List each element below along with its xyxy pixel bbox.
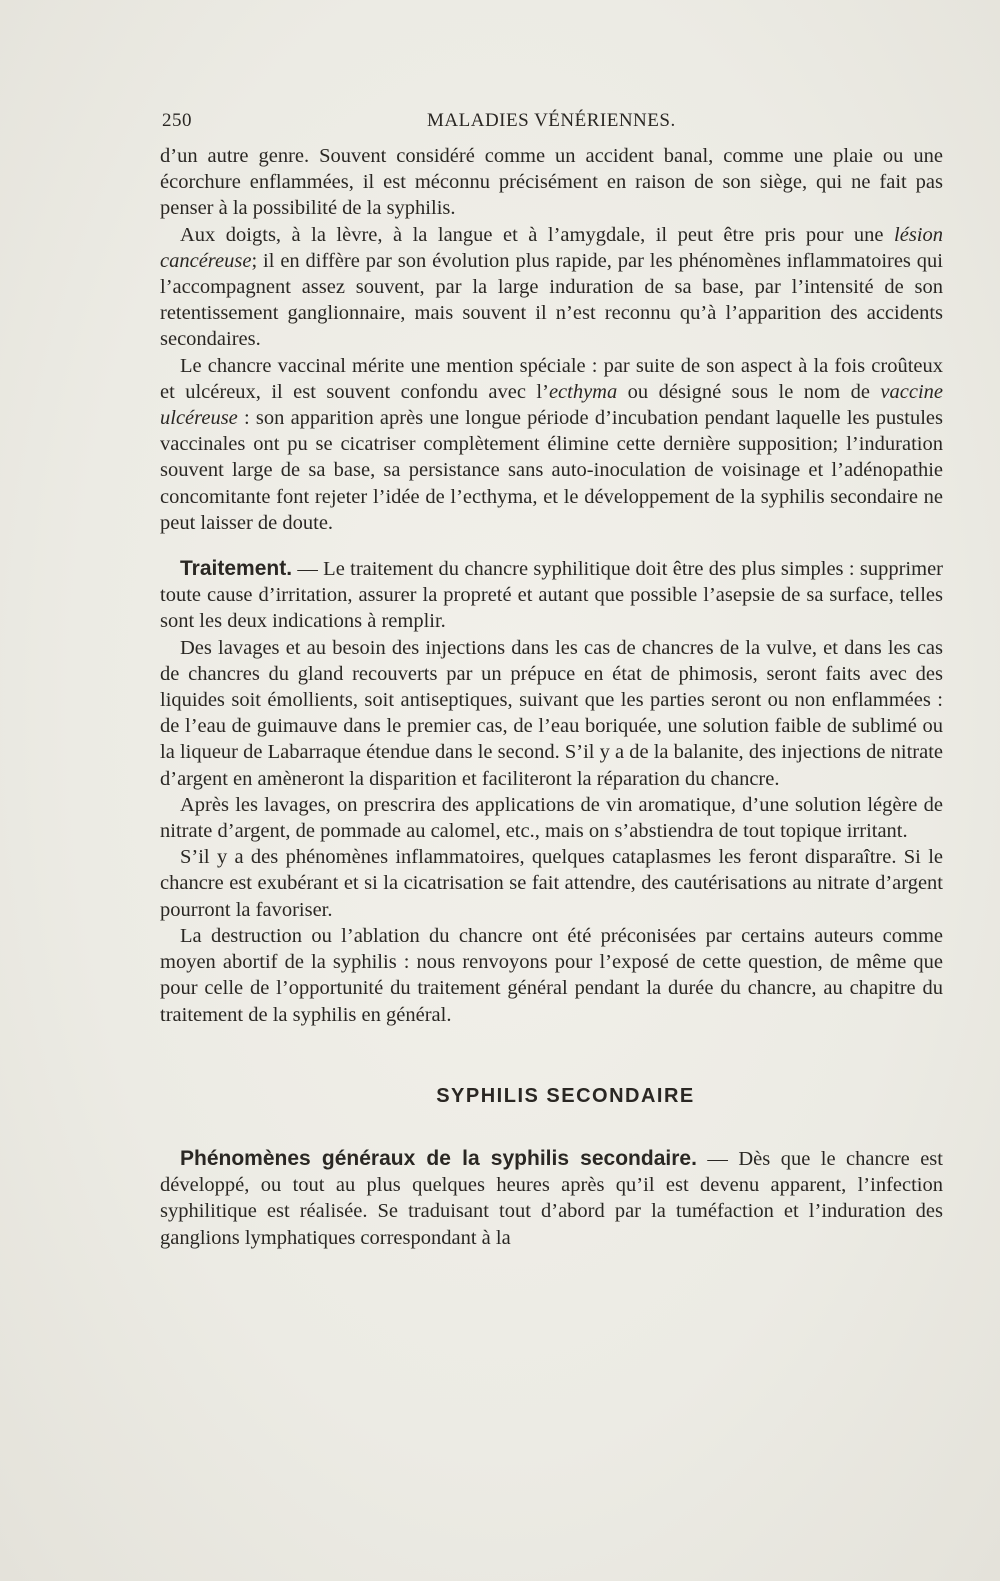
- paragraph: [160, 844, 943, 923]
- run-in-heading: Phénomènes généraux de la syphilis secondaire.: [180, 1146, 697, 1170]
- paragraph-text: Aux doigts, à la lèvre, à la langue et à l’amygdale, il peut être pris pour une: [180, 223, 895, 246]
- paragraph: [160, 353, 943, 536]
- paragraph: [160, 923, 943, 1028]
- paragraph-text: S’il y a des phénomènes inflammatoires, quelques cataplasmes les feront disparaître. Si le chancre est exubérant et si la cicatrisation se fait attendre, des cautérisations au nitrate d’argent pourront la favoriser.: [160, 846, 943, 921]
- paragraph: [160, 143, 943, 222]
- paragraph-text: Après les lavages, on prescrira des applications de vin aromatique, d’une solution légère de nitrate d’argent, de pommade au calomel, etc., mais on s’abstiendra de tout topique irritant.: [160, 793, 943, 843]
- paragraph-text: d’un autre genre. Souvent considéré comme un accident banal, comme une plaie ou une écorchure enflammées, il est méconnu précisément en raison de son siège, qui ne fait pas penser à la possibilité de la syphilis.: [160, 145, 943, 220]
- paragraph-text: Le chancre vaccinal mérite une mention spéciale : par suite de son aspect à la fois croûteux et ulcéreux, il est souvent confondu avec l’: [160, 354, 943, 403]
- section-heading: SYPHILIS SECONDAIRE: [436, 1084, 695, 1107]
- italic-term: ecthyma: [548, 380, 618, 403]
- paragraph: [160, 222, 943, 353]
- italic-term: vaccine ulcéreuse: [160, 380, 944, 430]
- paragraph: [160, 635, 943, 792]
- paragraph: [160, 792, 943, 844]
- paragraph-text: — Le traitement du chancre syphilitique doit être des plus simples : supprimer toute cause d’irritation, assurer la propreté et autant que possible l’asepsie de sa surface, telles sont les deux indications à remplir.: [160, 558, 943, 633]
- italic-term: lésion cancéreuse: [160, 223, 943, 272]
- paragraph-text: Des lavages et au besoin des injections dans les cas de chancres de la vulve, et dans les cas de chancres du gland recouverts par un prépuce en état de phimosis, seront faits avec des liquides soit émollients, soit antiseptiques, suivant que les parties seront ou non enflammées : de l’eau de guimauve dans le premier cas, de l’eau boriquée, une solution faible de sublimé ou la liqueur de Labarraque étendue dans le second. S’il y a de la balanite, des injections de nitrate d’argent en amèneront la disparition et faciliteront la réparation du chancre.: [160, 636, 943, 790]
- run-in-heading: Traitement.: [180, 557, 293, 581]
- paragraph-text: ; il en diffère par son évolution plus rapide, par les phénomènes inflammatoires qui l’accompagnent assez souvent, par la large induration de sa base, par l’intensité de son retentissement ganglionnaire, mais souvent il n’est reconnu qu’à l’apparition des accidents secondaires.: [160, 249, 943, 351]
- page-number: 250: [162, 110, 192, 131]
- paragraph-traitement: [160, 556, 943, 635]
- paragraph-phenomenes: [160, 1146, 943, 1251]
- running-head: [162, 110, 942, 138]
- paragraph-text: : son apparition après une longue période d’incubation pendant laquelle les pustules vaccinales ont pu se cicatriser complètement élimine cette dernière supposition; l’induration souvent large de sa base, sa persistance sans auto-inoculation de voisinage et l’adénopathie concomitante font rejeter l’idée de l’ecthyma, et le développement de la syphilis secondaire ne peut laisser de doute.: [160, 407, 943, 534]
- body-text: [160, 143, 943, 1251]
- running-title: MALADIES VÉNÉRIENNES.: [427, 110, 676, 131]
- paragraph-text: La destruction ou l’ablation du chancre ont été préconisées par certains auteurs comme moyen abortif de la syphilis : nous renvoyons pour l’exposé de cette question, de même que pour celle de l’opportunité du traitement général pendant la durée du chancre, au chapitre du traitement de la syphilis en général.: [160, 924, 943, 1026]
- paragraph-text: — Dès que le chancre est développé, ou tout au plus quelques heures après qu’il est devenu apparent, l’infection syphilitique est réalisée. Se traduisant tout d’abord par la tuméfaction et l’induration des ganglions lymphatiques correspondant à la: [160, 1147, 943, 1249]
- paragraph-text: ou désigné sous le nom de: [617, 380, 881, 403]
